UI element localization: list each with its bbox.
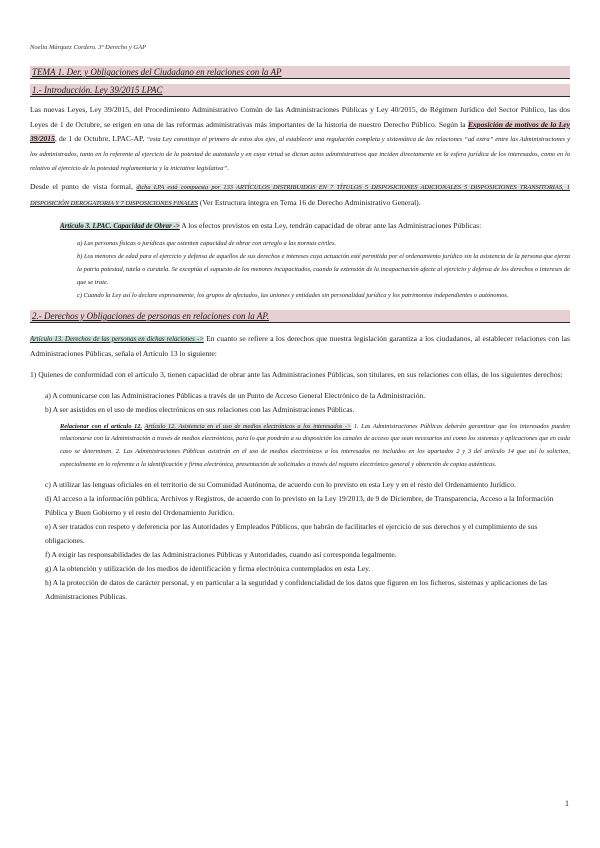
art3-highlight: Artículo 3. LPAC. Capacidad de Obrar -> <box>60 222 180 231</box>
section1-heading: 1.- Introducción. Ley 39/2015 LPAC <box>30 84 570 97</box>
document-body <box>30 66 570 604</box>
art13-highlight: Artículo 13. Derechos de las personas en dichas relaciones -> <box>30 335 204 343</box>
art13-paragraph: Artículo 13. Derechos de las personas en dichas relaciones -> En cuanto se refiere a los derechos que nuestra legislación garantiza a los ciudadanos, al establecer relaciones con las Administraciones Públicas, señala el Artículo 13 lo siguiente: <box>30 333 570 359</box>
right-f: f) A exigir las responsabilidades de las Administraciones Públicas y Autoridades, cuando así corresponda legalmente. <box>45 549 397 559</box>
exposicion-motivos-highlight: Exposición de motivos de la Ley 39/2015 <box>30 119 570 144</box>
rights-list-ab <box>45 389 570 417</box>
art3-item-c: c) Cuando la Ley así lo declare expresamente, los grupos de afectados, las uniones y entidades sin personalidad jurídica y los patrimonios independientes o autónomos. <box>77 291 509 299</box>
page-title: TEMA 1. Der. y Obligaciones del Ciudadano en relaciones con la AP <box>30 66 570 79</box>
right-e: e) A ser tratados con respeto y deferencia por las Autoridades y Empleados Públicos, que habrán de facilitarles el ejercicio de sus derechos y el cumplimiento de sus obligaciones. <box>45 521 538 545</box>
art12-note <box>60 421 570 472</box>
art12-note-text: 1. Las Administraciones Públicas deberán garantizar que los interesados pueden relacionarse con la Administración a través de medios electrónicos, para lo que pondrán a su disposición los canales de acceso que sean necesarios así como los sistemas y aplicaciones que en cada caso se determinen. 2. Las Administraciones Públicas asistirán en el uso de medios electrónicos a los interesados no incluidos en los apartados 2 y 3 del artículo 14 que así lo soliciten, especialmente en lo referente a la identificación y firma electrónica, presentación de solicitudes a través del registro electrónico general y obtención de copias auténticas. <box>60 422 570 468</box>
rights-list-ch <box>45 478 570 604</box>
exposicion-quote: “esta Ley constituye el primero de estos dos ejes, al establecer una regulación completa y sistemática de las relaciones “ad extra” entre las Administraciones y los administrados, tanto en lo referente al ejercicio de la potestad de autotutela y en cuya virtud se dictan actos administrativos que inciden directamente en la esfera jurídica de los interesados, como en lo relativo al ejercicio de la potestad reglamentaria y la iniciativa legislativa” <box>30 136 570 173</box>
art12-highlight: Artículo 12. Asistencia en el uso de medios electrónicos a los interesados -> <box>144 422 352 430</box>
art12-note-label: Relacionar con el artículo 12. <box>60 422 143 430</box>
right-d: d) Al acceso a la información pública, Archivos y Registros, de acuerdo con lo previsto en la Ley 19/2013, de 9 de Diciembre, de Transparencia, Acceso a la Información Pública y Buen Gobierno y el resto del Ordenamiento Jurídico. <box>45 493 554 517</box>
right-b: b) A ser asistidos en el uso de medios electrónicos en sus relaciones con las Administraciones Públicas. <box>45 404 355 414</box>
right-g: g) A la obtención y utilización de los medios de identificación y firma electrónica contemplados en esta Ley. <box>45 563 371 573</box>
structure-highlight: dicha LPA está compuesta por 133 ARTÍCULOS DISTRIBUIDOS EN 7 TÍTULOS 5 DISPOSICIONES ADICIONALES 5 DISPOSICIONES TRANSITORIAS, 1 DISPOSICIÓN DEROGATORIA Y 7 DISPOSICIONES FINALES <box>30 183 570 207</box>
art3-item-b: b) Los menores de edad para el ejercicio y defensa de aquellos de sus derechos e intereses cuya actuación esté permitida por el ordenamiento jurídico sin la asistencia de la persona que ejerza la patria potestad, tutela o curatela. Se exceptúa el supuesto de los menores incapacitados, cuando la extensión de la incapacitación afecte al ejercicio y defensa de los derechos o intereses de que se trate. <box>77 252 570 286</box>
right-h: h) A la protección de datos de carácter personal, y en particular a la seguridad y confidencialidad de los datos que figuren en los ficheros, sistemas y aplicaciones de las Administraciones Públicas. <box>45 577 548 601</box>
art3-item-a: a) Las personas físicas o jurídicas que ostenten capacidad de obrar con arreglo a las normas civiles. <box>77 239 337 247</box>
structure-paragraph: Desde el punto de vista formal, dicha LPA está compuesta por 133 ARTÍCULOS DISTRIBUIDOS EN 7 TÍTULOS 5 DISPOSICIONES ADICIONALES 5 DISPOSICIONES TRANSITORIAS, 1 DISPOSICIÓN DEROGATORIA Y 7 DISPOSICIONES FINALES (Ver Estructura íntegra en Tema 16 de Derecho Administrativo General). <box>30 181 570 207</box>
art3-list <box>77 237 570 302</box>
rights-intro: 1) Quienes de conformidad con el artículo 3, tienen capacidad de obrar ante las Administraciones Públicas, son titulares, en sus relaciones con ellas, de los siguientes derechos: <box>30 369 563 379</box>
art3-paragraph: Artículo 3. LPAC. Capacidad de Obrar -> A los efectos previstos en esta Ley, tendrán capacidad de obrar ante las Administraciones Públicas: <box>60 221 482 231</box>
intro-paragraph: Las nuevas Leyes, Ley 39/2015, del Procedimiento Administrativo Común de las Administraciones Públicas y Ley 40/2015, de Régimen Jurídico del Sector Público, las dos Leyes de 1 de Octubre, se erigen en una de las reformas administrativas más importantes de la historia de nuestro Derecho Público. Según la Exposición de motivos de la Ley 39/2015, de 1 de Octubre, LPAC-AP, “esta Ley constituye el primero de estos dos ejes, al establecer una regulación completa y sistemática de las relaciones “ad extra” entre las Administraciones y los administrados, tanto en lo referente al ejercicio de la potestad de autotutela y en cuya virtud se dictan actos administrativos que inciden directamente en la esfera jurídica de los interesados, como en lo relativo al ejercicio de la potestad reglamentaria y la iniciativa legislativa”. <box>30 105 570 173</box>
right-a: a) A comunicarse con las Administraciones Públicas a través de un Punto de Acceso General Electrónico de la Administración. <box>45 390 426 400</box>
running-head: Noelia Márquez Cordero. 3º Derecho y GAP <box>30 44 147 51</box>
section2-heading: 2.- Derechos y Obligaciones de personas en relaciones con la AP. <box>30 310 570 323</box>
page-number: 1 <box>565 799 569 808</box>
right-c: c) A utilizar las lenguas oficiales en el territorio de su Comunidad Autónoma, de acuerdo con lo previsto en esta Ley y en el resto del Ordenamiento Jurídico. <box>45 479 516 489</box>
